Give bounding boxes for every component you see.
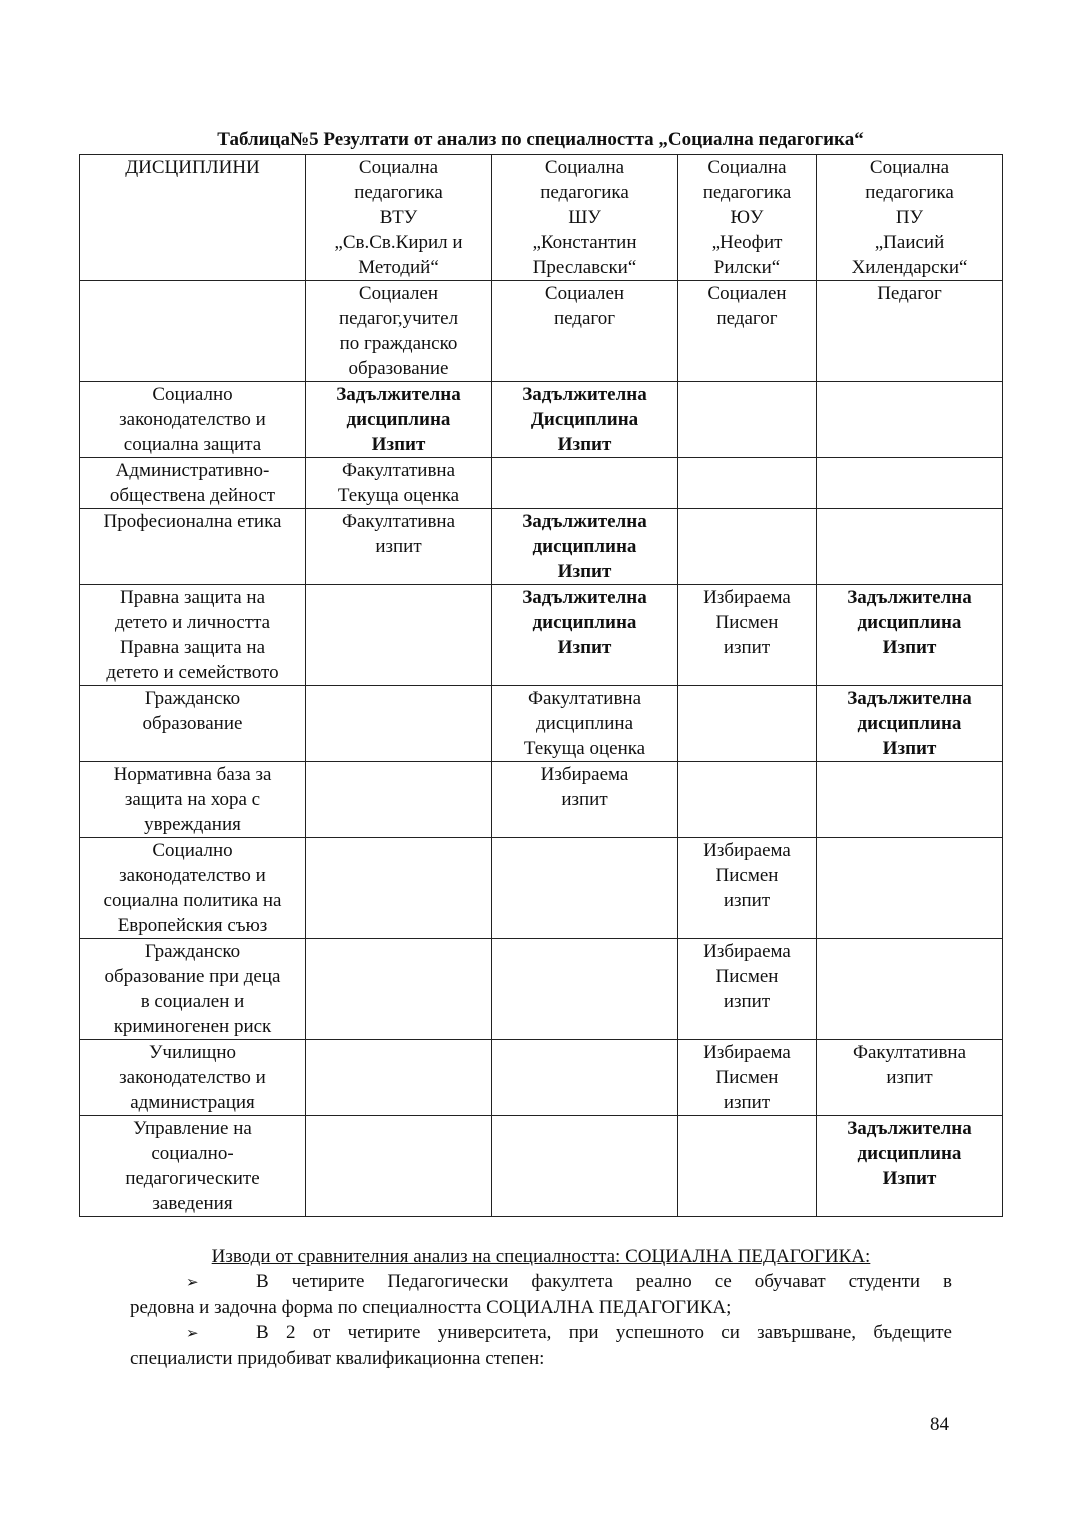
cell-text-line: Изпит	[882, 1168, 937, 1189]
status-cell	[306, 838, 492, 939]
table-row	[80, 838, 1003, 939]
cell-text-line: социална защита	[123, 434, 262, 455]
specialty-comparison-table	[79, 154, 1003, 1217]
cell-text-line: увреждания	[144, 814, 241, 835]
cell-text-line: „Неофит	[711, 232, 783, 253]
cell-text-line: социална политика на	[103, 890, 282, 911]
cell-text-line: Задължителна	[847, 587, 972, 608]
arrow-bullet-icon: ➢	[186, 1324, 199, 1342]
status-cell	[678, 382, 817, 458]
column-header-university	[817, 155, 1003, 281]
cell-text-line: Факултативна	[852, 1042, 967, 1063]
status-cell	[492, 1040, 678, 1116]
table-row	[80, 458, 1003, 509]
cell-text-line: Писмен	[715, 966, 779, 987]
status-cell	[306, 762, 492, 838]
cell-text-line: Избираема	[703, 1042, 791, 1063]
cell-text-line: Социална	[869, 157, 950, 178]
cell-text-line: дисциплина	[532, 536, 637, 557]
cell-text-line: Правна защита на	[119, 587, 266, 608]
cell-text-line: ЮУ	[730, 207, 764, 228]
cell-text-line: Текуща оценка	[337, 485, 460, 506]
conclusion-line: специалисти придобиват квалификационна степен:	[130, 1348, 545, 1369]
discipline-cell	[80, 382, 306, 458]
cell-text-line: социално-	[151, 1143, 234, 1164]
cell-text-line: „Константин	[532, 232, 637, 253]
discipline-cell	[80, 939, 306, 1040]
cell-text-line: Социален	[707, 283, 787, 304]
status-cell	[492, 838, 678, 939]
cell-text-line: изпит	[886, 1067, 933, 1088]
cell-text-line: Задължителна	[336, 384, 461, 405]
cell-text-line: Писмен	[715, 612, 779, 633]
cell-text-line: Изпит	[882, 637, 937, 658]
table-row	[80, 686, 1003, 762]
page-number: 84	[930, 1414, 949, 1435]
cell-text-line: Изпит	[557, 434, 612, 455]
cell-text-line: администрация	[130, 1092, 255, 1113]
cell-text-line: Факултативна	[341, 511, 456, 532]
cell-text-line: педагог	[716, 308, 778, 329]
cell-text-line: законодателство и	[119, 865, 266, 886]
cell-text-line: педагог	[553, 308, 616, 329]
cell-text-line: Задължителна	[847, 688, 972, 709]
status-cell	[678, 939, 817, 1040]
discipline-cell	[80, 1040, 306, 1116]
status-cell	[678, 1116, 817, 1217]
cell-text-line: Управление на	[133, 1118, 252, 1139]
discipline-cell	[80, 1116, 306, 1217]
cell-text-line: „Св.Св.Кирил и	[334, 232, 463, 253]
cell-text-line: Рилски“	[713, 257, 781, 278]
status-cell	[817, 1040, 1003, 1116]
status-cell	[678, 585, 817, 686]
status-cell	[678, 1040, 817, 1116]
cell-text-line: образование	[348, 358, 449, 379]
cell-text-line: изпит	[723, 1092, 771, 1113]
cell-text-line: Задължителна	[522, 587, 647, 608]
cell-text-line: Факултативна	[527, 688, 642, 709]
cell-text-line: дисциплина	[535, 713, 634, 734]
table-row	[80, 509, 1003, 585]
status-cell	[306, 1040, 492, 1116]
cell-text-line: Социална	[544, 157, 625, 178]
cell-text-line: Правна защита на	[119, 637, 266, 658]
table-row	[80, 382, 1003, 458]
status-cell	[678, 509, 817, 585]
cell-text-line: изпит	[375, 536, 422, 557]
discipline-cell	[80, 585, 306, 686]
column-header-university	[306, 155, 492, 281]
conclusions-section	[130, 1244, 952, 1371]
cell-text-line: Текуща оценка	[523, 738, 646, 759]
cell-text-line: педагогика	[540, 182, 629, 203]
cell-text-line: педагогика	[354, 182, 443, 203]
status-cell	[817, 939, 1003, 1040]
discipline-cell	[80, 281, 306, 382]
status-cell	[678, 458, 817, 509]
cell-text-line: педагогическите	[125, 1168, 260, 1189]
discipline-cell	[80, 686, 306, 762]
cell-text-line: законодателство и	[119, 1067, 266, 1088]
cell-text-line: дисциплина	[346, 409, 451, 430]
status-cell	[678, 686, 817, 762]
cell-text-line: защита на хора с	[124, 789, 261, 810]
cell-text-line: дисциплина	[532, 612, 637, 633]
cell-text-line: Изпит	[371, 434, 426, 455]
status-cell	[678, 762, 817, 838]
conclusion-line: редовна и задочна форма по специалността СОЦИАЛНА ПЕДАГОГИКА;	[130, 1297, 732, 1318]
status-cell	[492, 382, 678, 458]
cell-text-line: педагогика	[702, 182, 792, 203]
cell-text-line: законодателство и	[119, 409, 266, 430]
status-cell	[492, 585, 678, 686]
cell-text-line: Социално	[152, 384, 233, 405]
status-cell	[817, 762, 1003, 838]
status-cell	[492, 939, 678, 1040]
cell-text-line: криминогенен риск	[113, 1016, 272, 1037]
status-cell	[492, 509, 678, 585]
cell-text-line: ДИСЦИПЛИНИ	[125, 157, 260, 178]
cell-text-line: Педагог	[877, 283, 942, 304]
cell-text-line: Избираема	[703, 587, 791, 608]
cell-text-line: Задължителна	[522, 511, 647, 532]
cell-text-line: детето и семейството	[106, 662, 279, 683]
status-cell	[678, 281, 817, 382]
cell-text-line: Изпит	[557, 637, 612, 658]
cell-text-line: изпит	[723, 991, 771, 1012]
cell-text-line: Европейския съюз	[117, 915, 268, 936]
cell-text-line: Задължителна	[847, 1118, 972, 1139]
cell-text-line: Нормативна база за	[113, 764, 272, 785]
status-cell	[306, 509, 492, 585]
status-cell	[306, 686, 492, 762]
table-row	[80, 762, 1003, 838]
cell-text-line: изпит	[723, 890, 771, 911]
cell-text-line: по гражданско	[339, 333, 458, 354]
status-cell	[492, 1116, 678, 1217]
status-cell	[306, 585, 492, 686]
cell-text-line: „Паисий	[874, 232, 945, 253]
table-header-row	[80, 155, 1003, 281]
cell-text-line: изпит	[723, 637, 771, 658]
discipline-cell	[80, 838, 306, 939]
status-cell	[817, 1116, 1003, 1217]
cell-text-line: Социален	[544, 283, 625, 304]
cell-text-line: Дисциплина	[530, 409, 639, 430]
status-cell	[817, 509, 1003, 585]
status-cell	[306, 1116, 492, 1217]
cell-text-line: Избираема	[540, 764, 629, 785]
cell-text-line: Преславски“	[532, 257, 637, 278]
status-cell	[492, 686, 678, 762]
cell-text-line: Факултативна	[341, 460, 456, 481]
table-row	[80, 585, 1003, 686]
cell-text-line: Училищно	[148, 1042, 237, 1063]
conclusion-item	[130, 1320, 952, 1371]
cell-text-line: дисциплина	[857, 612, 962, 633]
cell-text-line: образование при деца	[104, 966, 281, 987]
cell-text-line: ВТУ	[379, 207, 418, 228]
cell-text-line: Хилендарски“	[851, 257, 968, 278]
cell-text-line: Социално	[152, 840, 233, 861]
cell-text-line: Социална	[707, 157, 787, 178]
cell-text-line: Гражданско	[144, 941, 241, 962]
cell-text-line: детето и личността	[114, 612, 271, 633]
status-cell	[817, 838, 1003, 939]
cell-text-line: Гражданско	[144, 688, 241, 709]
conclusion-item	[130, 1269, 952, 1320]
cell-text-line: Избираема	[703, 941, 791, 962]
cell-text-line: обществена дейност	[109, 485, 276, 506]
cell-text-line: изпит	[561, 789, 608, 810]
status-cell	[817, 458, 1003, 509]
cell-text-line: Изпит	[557, 561, 612, 582]
cell-text-line: заведения	[152, 1193, 233, 1214]
table-row	[80, 1116, 1003, 1217]
table-row	[80, 1040, 1003, 1116]
cell-text-line: в социален и	[140, 991, 245, 1012]
cell-text-line: Писмен	[715, 1067, 779, 1088]
table-caption: Таблица№5 Резултати от анализ по специалността „Социална педагогика“	[217, 129, 864, 150]
table-row	[80, 281, 1003, 382]
column-header-disciplines	[80, 155, 306, 281]
cell-text-line: Изпит	[882, 738, 937, 759]
cell-text-line: ПУ	[895, 207, 924, 228]
cell-text-line: образование	[142, 713, 243, 734]
cell-text-line: Избираема	[703, 840, 791, 861]
status-cell	[306, 382, 492, 458]
status-cell	[678, 838, 817, 939]
cell-text-line: Социален	[358, 283, 439, 304]
cell-text-line: Писмен	[715, 865, 779, 886]
discipline-cell	[80, 762, 306, 838]
cell-text-line: дисциплина	[857, 713, 962, 734]
conclusion-line: ➢ В 2 от четирите университета, при успешното си завършване, бъдещите	[130, 1320, 952, 1346]
status-cell	[817, 382, 1003, 458]
column-header-university	[492, 155, 678, 281]
status-cell	[306, 281, 492, 382]
status-cell	[817, 281, 1003, 382]
column-header-university	[678, 155, 817, 281]
cell-text-line: дисциплина	[857, 1143, 962, 1164]
status-cell	[817, 585, 1003, 686]
cell-text-line: Социална	[358, 157, 439, 178]
status-cell	[306, 458, 492, 509]
cell-text-line: Професионална етика	[103, 511, 282, 532]
cell-text-line: педагог,учител	[338, 308, 459, 329]
status-cell	[492, 762, 678, 838]
cell-text-line: Административно-	[115, 460, 270, 481]
arrow-bullet-icon: ➢	[186, 1273, 199, 1291]
status-cell	[492, 281, 678, 382]
discipline-cell	[80, 458, 306, 509]
status-cell	[306, 939, 492, 1040]
discipline-cell	[80, 509, 306, 585]
status-cell	[817, 686, 1003, 762]
table-row	[80, 939, 1003, 1040]
conclusion-line: ➢ В четирите Педагогически факултета реално се обучават студенти в	[130, 1269, 952, 1295]
cell-text-line: ШУ	[568, 207, 601, 228]
cell-text-line: Задължителна	[522, 384, 647, 405]
cell-text-line: педагогика	[865, 182, 954, 203]
conclusions-heading: Изводи от сравнителния анализ на специалността: СОЦИАЛНА ПЕДАГОГИКА:	[211, 1246, 871, 1267]
cell-text-line: Методий“	[358, 257, 439, 278]
status-cell	[492, 458, 678, 509]
